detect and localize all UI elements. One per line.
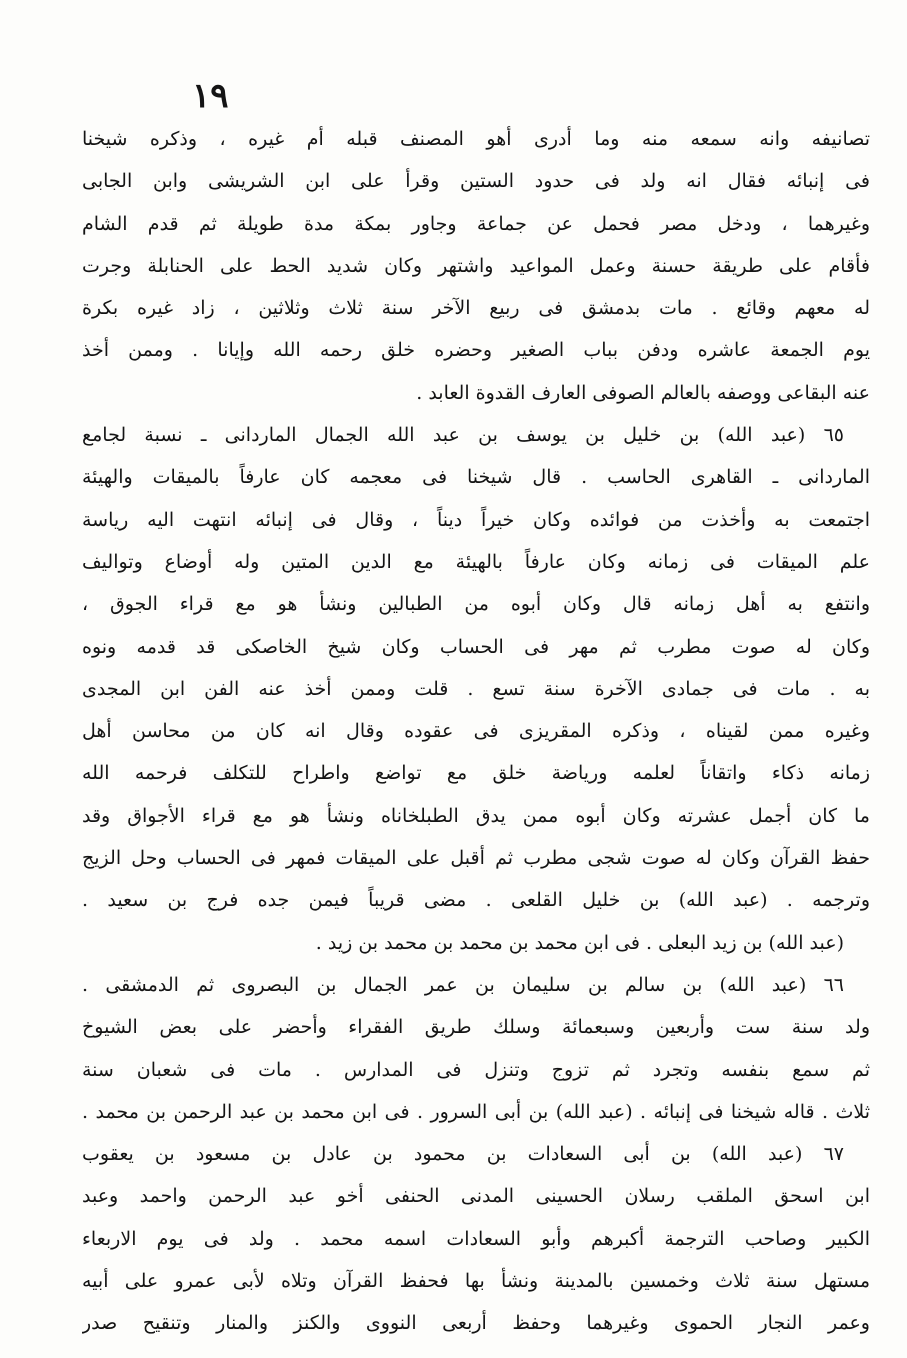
- entry-65-start: ٦٥ (عبد الله) بن خليل بن يوسف بن عبد الله الجمال الماردانى ـ نسبة لجامع: [82, 424, 844, 447]
- page-number: ١٩: [192, 76, 229, 116]
- text-line: حفظ القرآن وكان له صوت شجى مطرب ثم أقبل على الميقات فمهر فى الحساب وحل الزيج: [82, 847, 870, 870]
- text-line: يوم الجمعة عاشره ودفن بباب الصغير وحضره خلق رحمه الله وإيانا . وممن أخذ: [82, 339, 870, 362]
- text-line: زمانه ذكاء واتقاناً لعلمه ورياضة خلق مع تواضع واطراح للتكلف فرحمه الله: [82, 762, 870, 785]
- text-line: وانتفع به أهل زمانه قال وكان أبوه من الطبالين ونشأ هو مع قراء الجوق ،: [82, 593, 870, 616]
- text-line: اجتمعت به وأخذت من فوائده وكان خيراً ديناً ، وقال فى إنبائه انتهت اليه رياسة: [82, 508, 870, 531]
- text-line: وكان له صوت مطرب ثم مهر فى الحساب وكان شيخ الخاصكى قد قدمه ونوه: [82, 635, 870, 658]
- text-line: وترجمه . (عبد الله) بن خليل القلعى . مضى قريباً فيمن جده فرج بن سعيد .: [82, 889, 870, 912]
- text-line: به . مات فى جمادى الآخرة سنة تسع . قلت وممن أخذ عنه الفن ابن المجدى: [82, 677, 870, 700]
- text-line: فأقام على طريقة حسنة وعمل المواعيد واشتهر وكان شديد الحط على الحنابلة وجرت: [82, 254, 870, 277]
- text-line: الماردانى ـ القاهرى الحاسب . قال شيخنا فى معجمه كان عارفاً بالميقات والهيئة: [82, 466, 870, 489]
- page-body: [82, 118, 870, 1345]
- text-line: ثم سمع بنفسه وتجرد ثم تزوج وتنزل فى المدارس . مات فى شعبان سنة: [82, 1058, 870, 1081]
- text-line: مستهل سنة ثلاث وخمسين بالمدينة ونشأ بها فحفظ القرآن وتلاه لأبى عمرو على أبيه: [82, 1270, 870, 1293]
- text-line: وغيره ممن لقيناه ، وذكره المقريزى فى عقوده وقال انه كان من محاسن أهل: [82, 720, 870, 743]
- text-line: عنه البقاعى ووصفه بالعالم الصوفى العارف القدوة العابد .: [416, 381, 870, 404]
- text-line: وغيرهما ، ودخل مصر فحمل عن جماعة وجاور بمكة مدة طويلة ثم قدم الشام: [82, 212, 870, 235]
- text-line: له معهم وقائع . مات بدمشق فى ربيع الآخر سنة ثلاث وثلاثين ، زاد غيره بكرة: [82, 297, 870, 320]
- entry-67-start: ٦٧ (عبد الله) بن أبى السعادات بن محمود بن عادل بن مسعود بن يعقوب: [82, 1143, 844, 1166]
- text-line: ابن اسحق الملقب رسلان الحسينى المدنى الحنفى أخو عبد الرحمن واحمد وعبد: [82, 1185, 870, 1208]
- text-line: ثلاث . قاله شيخنا فى إنبائه . (عبد الله) بن أبى السرور . فى ابن محمد بن عبد الرحمن بن محمد .: [82, 1100, 870, 1123]
- text-line: الكبير وصاحب الترجمة أكبرهم وأبو السعادات اسمه محمد . ولد فى يوم الاربعاء: [82, 1227, 870, 1250]
- text-line: فى إنبائه فقال انه ولد فى حدود الستين وقرأ على ابن الشريشى وابن الجابى: [82, 170, 870, 193]
- text-line: وعمر النجار الحموى وغيرهما وحفظ أربعى النووى والكنز والمنار وتنقيح صدر: [82, 1312, 870, 1335]
- text-line: علم الميقات فى زمانه وكان عارفاً بالهيئة مع الدين المتين وله أوضاع وتواليف: [82, 550, 870, 573]
- text-line: ولد سنة ست وأربعين وسبعمائة وسلك طريق الفقراء وأحضر على بعض الشيوخ: [82, 1016, 870, 1039]
- text-line: تصانيفه وانه سمعه منه وما أدرى أهو المصنف قبله أم غيره ، وذكره شيخنا: [82, 128, 870, 150]
- text-line: ما كان أجمل عشرته وكان أبوه ممن يدق الطبلخاناه ونشأ هو مع قراء الأجواق وقد: [82, 804, 870, 827]
- entry-66-start: ٦٦ (عبد الله) بن سالم بن سليمان بن عمر الجمال بن البصروى ثم الدمشقى .: [82, 973, 844, 996]
- cross-reference-line: (عبد الله) بن زيد البعلى . فى ابن محمد بن محمد بن محمد بن زيد .: [315, 931, 844, 954]
